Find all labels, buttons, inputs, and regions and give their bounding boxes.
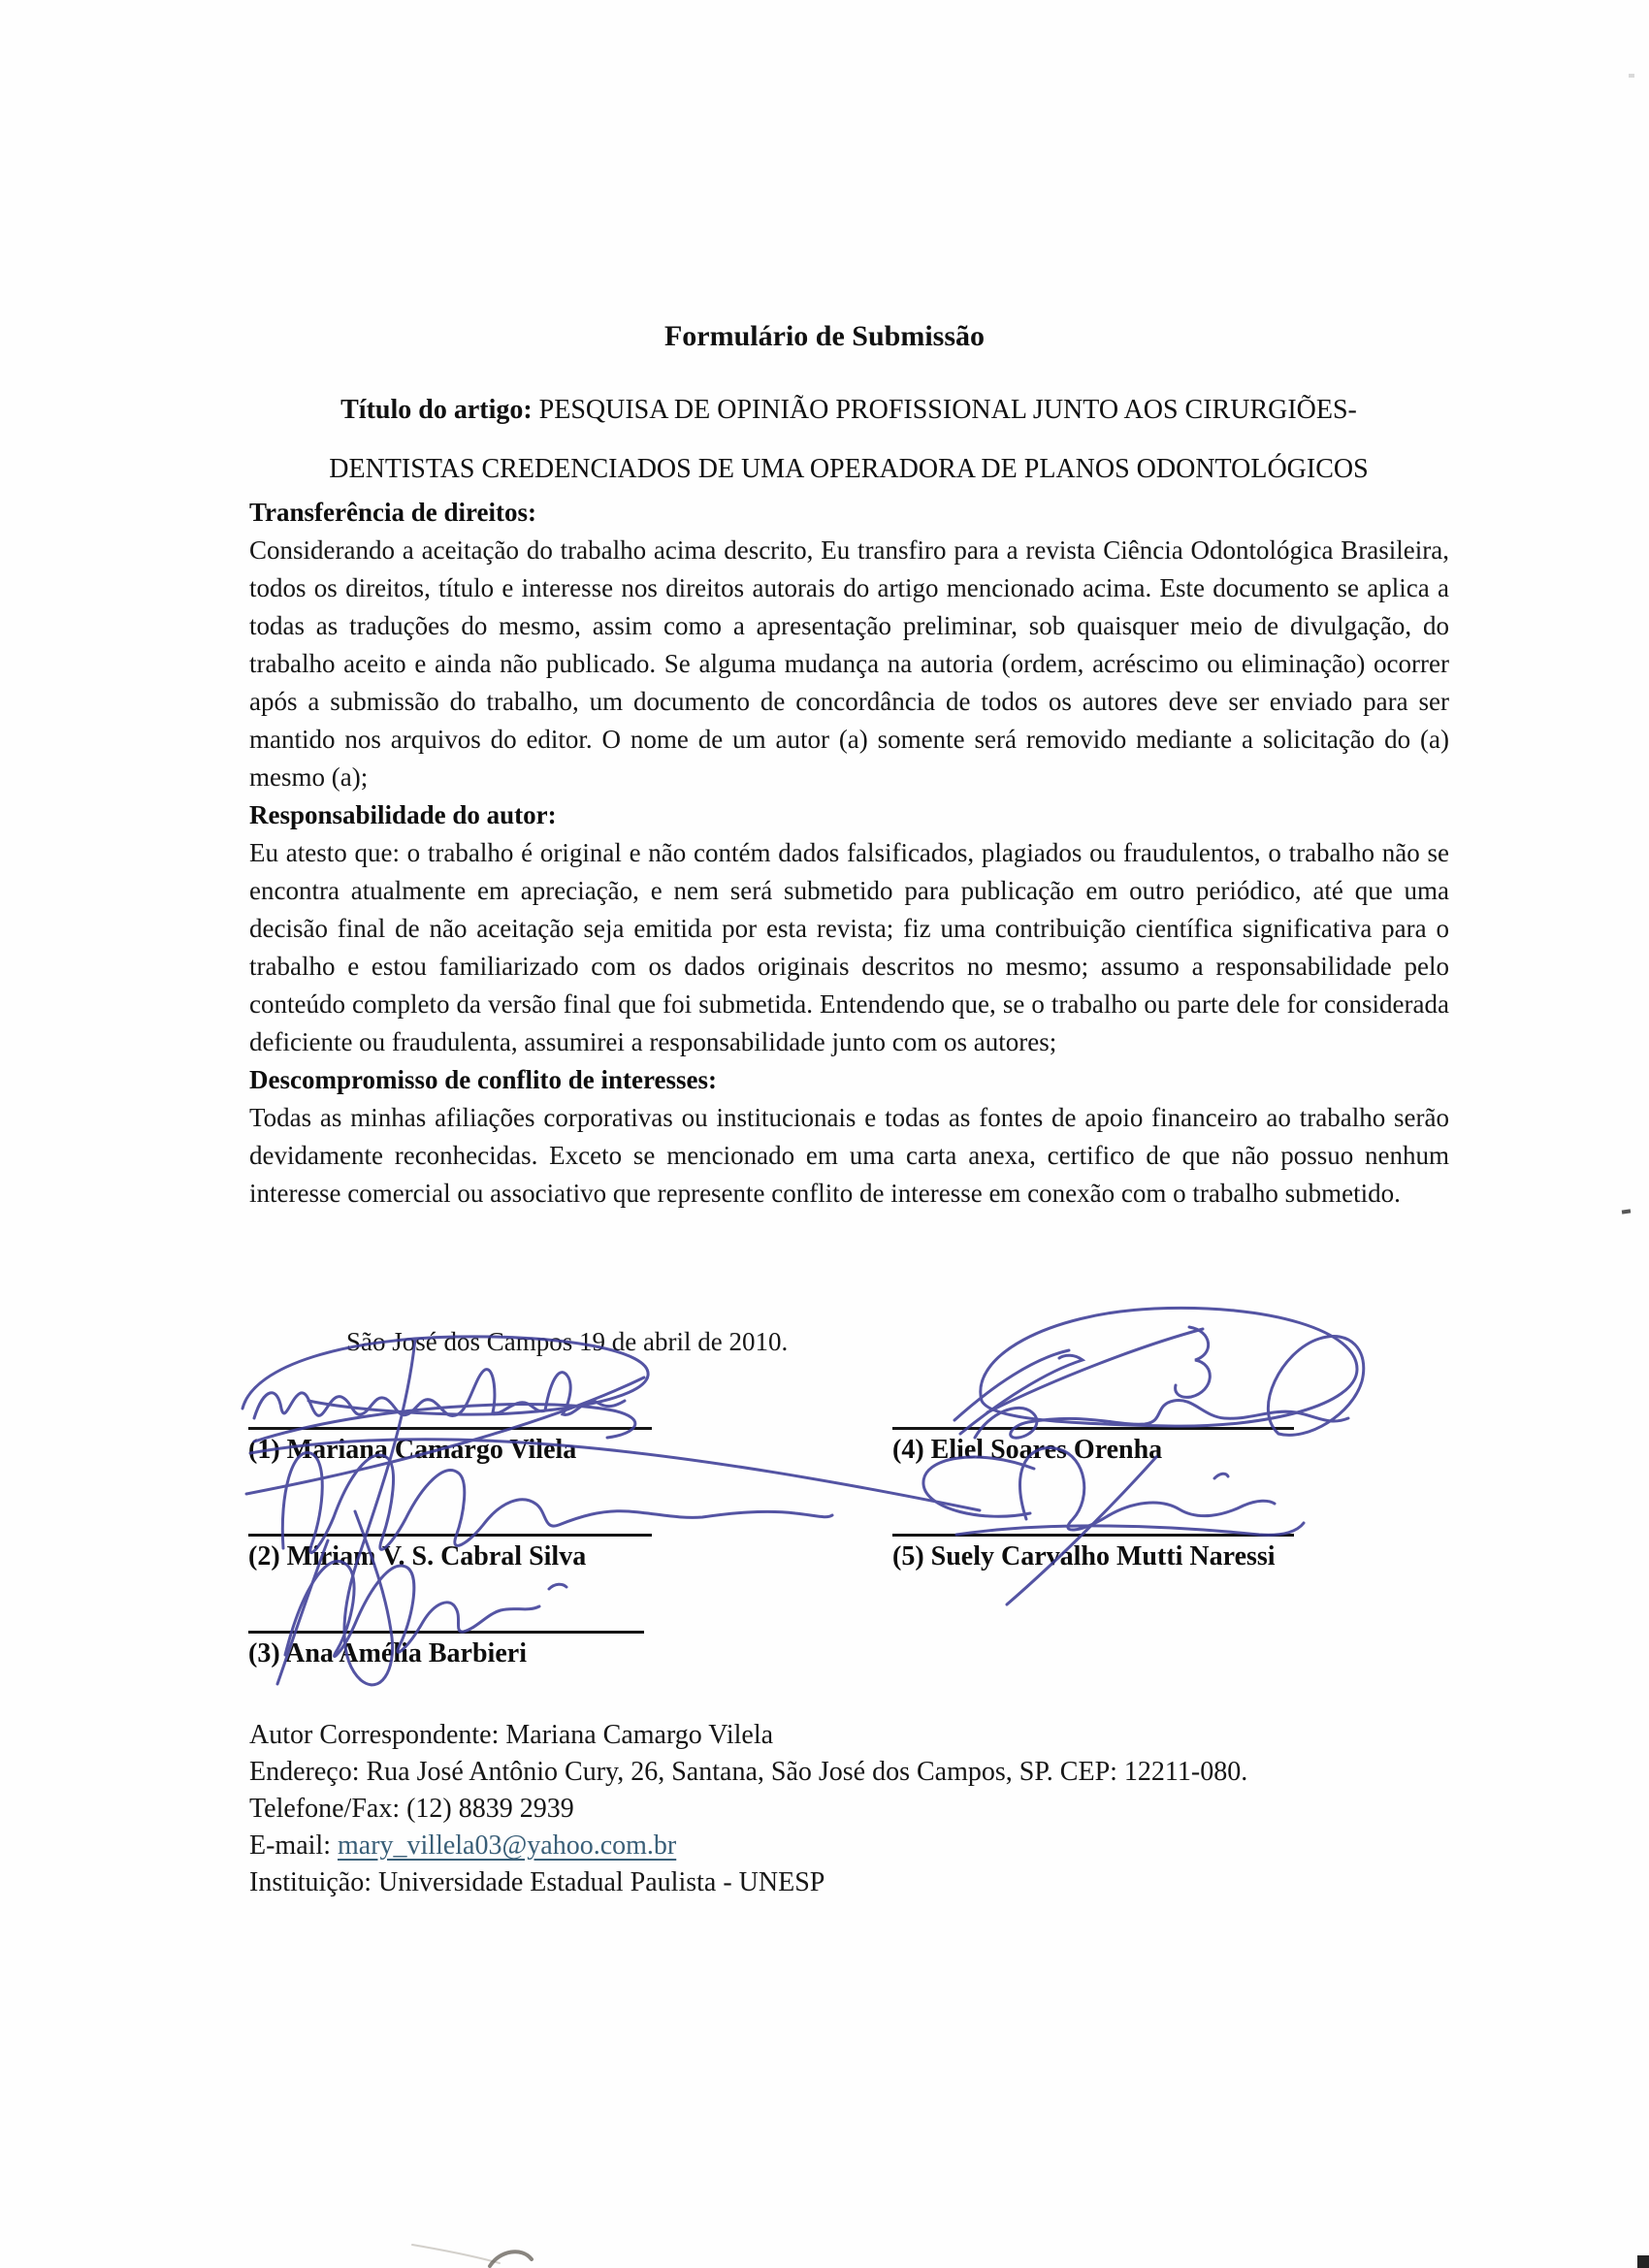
signature-block-5 bbox=[892, 1534, 1294, 1572]
section-body-conflict: Todas as minhas afiliações corporativas ou institucionais e todas as fontes de apoio financeiro ao trabalho serão devidamente reconhecidas. Exceto se mencionado em uma carta anexa, certifico de que não possuo nenhum interesse comercial ou associativo que represente conflito de interesse em conexão com o trabalho submetido. bbox=[249, 1103, 1449, 1208]
signature-ink-eliel bbox=[954, 1308, 1364, 1438]
signature-block-1 bbox=[248, 1427, 652, 1466]
section-body-rights: Considerando a aceitação do trabalho acima descrito, Eu transfiro para a revista Ciência Odontológica Brasileira, todos os direitos, título e interesse nos direitos autorais do artigo mencionado acima. Este documento se aplica a todas as traduções do mesmo, assim como a apresentação preliminar, sob quaisquer meio de divulgação, do trabalho aceito e ainda não publicado. Se alguma mudança na autoria (ordem, acréscimo ou eliminação) ocorrer após a submissão do trabalho, um documento de concordância de todos os autores deve ser enviado para ser mantido nos arquivos do editor. O nome de um autor (a) somente será removido mediante a solicitação do (a) mesmo (a); bbox=[249, 535, 1449, 792]
signature-label-2: (2) Miriam V. S. Cabral Silva bbox=[248, 1541, 587, 1571]
scan-artifact-bottom-curve bbox=[412, 2245, 532, 2266]
signature-line bbox=[248, 1427, 652, 1430]
section-heading-responsibility: Responsabilidade do autor: bbox=[249, 800, 557, 829]
article-title-block bbox=[223, 380, 1474, 499]
form-title: Formulário de Submissão bbox=[663, 320, 986, 352]
signature-ink-suely bbox=[923, 1448, 1304, 1604]
signature-label-3: (3) Ana Amélia Barbieri bbox=[248, 1638, 527, 1669]
signature-block-2 bbox=[248, 1534, 652, 1572]
email-link[interactable]: mary_villela03@yahoo.com.br bbox=[337, 1831, 677, 1861]
article-title-line2: DENTISTAS CREDENCIADOS DE UMA OPERADORA DE PLANOS ODONTOLÓGICOS bbox=[329, 454, 1369, 484]
phone-fax-line: Telefone/Fax: (12) 8839 2939 bbox=[249, 1794, 574, 1824]
email-label: E-mail: bbox=[249, 1831, 338, 1861]
email-line bbox=[249, 1828, 1247, 1864]
signature-label-1: (1) Mariana Camargo Vilela bbox=[248, 1435, 577, 1465]
article-title-line1: PESQUISA DE OPINIÃO PROFISSIONAL JUNTO AOS CIRURGIÕES- bbox=[532, 395, 1357, 425]
scan-artifact-speck bbox=[1629, 74, 1634, 78]
scan-artifact-corner bbox=[1637, 2255, 1649, 2268]
signature-line bbox=[248, 1631, 644, 1634]
contact-block bbox=[249, 1717, 1247, 1901]
body-text-column bbox=[249, 494, 1449, 1213]
signature-line bbox=[892, 1534, 1294, 1537]
signature-block-3 bbox=[248, 1631, 644, 1669]
signature-block-4 bbox=[892, 1427, 1294, 1466]
corresponding-author-line: Autor Correspondente: Mariana Camargo Vilela bbox=[249, 1720, 774, 1750]
scan-artifact-dash bbox=[1622, 1209, 1631, 1214]
date-place-line: São José dos Campos 19 de abril de 2010. bbox=[346, 1327, 789, 1356]
signature-line bbox=[248, 1534, 652, 1537]
section-heading-rights: Transferência de direitos: bbox=[249, 498, 536, 527]
section-heading-conflict: Descompromisso de conflito de interesses: bbox=[249, 1065, 717, 1094]
signature-label-4: (4) Eliel Soares Orenha bbox=[892, 1435, 1163, 1465]
section-body-responsibility: Eu atesto que: o trabalho é original e não contém dados falsificados, plagiados ou fraudulentos, o trabalho não se encontra atualmente em apreciação, e nem será submetido para publicação em outro periódico, até que uma decisão final de não aceitação seja emitida por esta revista; fiz uma contribuição científica significativa para o trabalho e estou familiarizado com os dados originais descritos no mesmo; assumo a responsabilidade pelo conteúdo completo da versão final que foi submetida. Entendendo que, se o trabalho ou parte dele for considerada deficiente ou fraudulenta, assumirei a responsabilidade junto com os autores; bbox=[249, 838, 1449, 1056]
signature-line bbox=[892, 1427, 1294, 1430]
article-title-label: Título do artigo: bbox=[340, 395, 533, 425]
institution-line: Instituição: Universidade Estadual Paulista - UNESP bbox=[249, 1867, 825, 1897]
signature-label-5: (5) Suely Carvalho Mutti Naressi bbox=[892, 1541, 1276, 1571]
address-line: Endereço: Rua José Antônio Cury, 26, Santana, São José dos Campos, SP. CEP: 12211-080. bbox=[249, 1757, 1248, 1787]
